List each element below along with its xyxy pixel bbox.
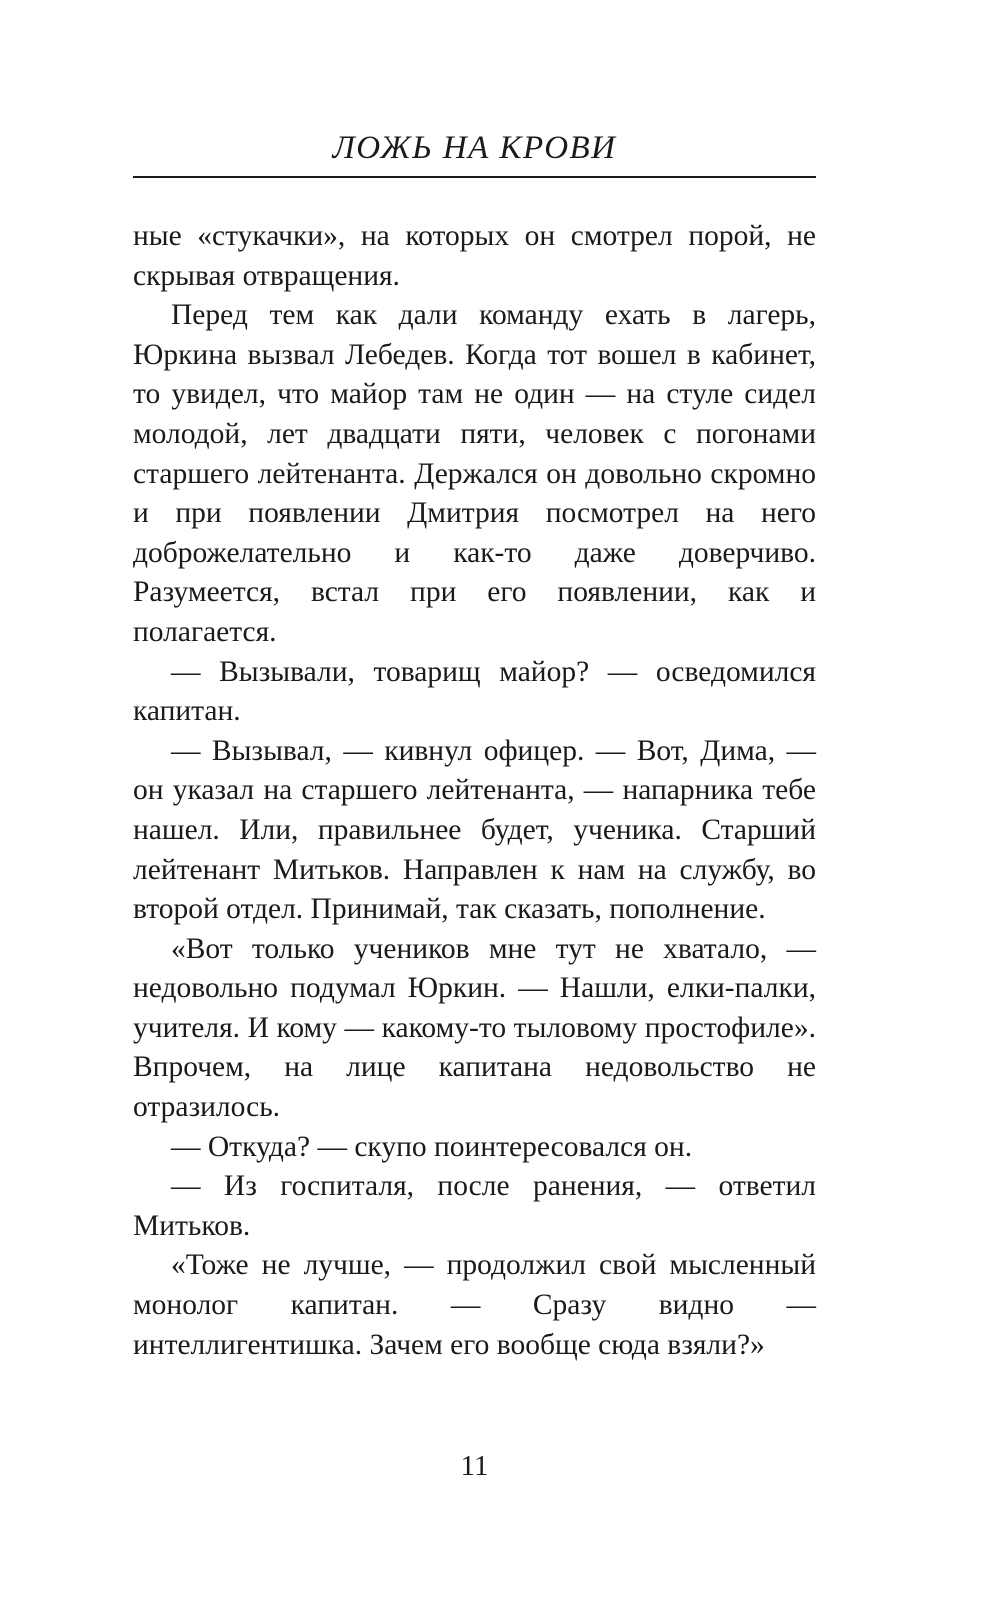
paragraph: ные «стукачки», на которых он смотрел порой, не скрывая отвращения.: [133, 220, 816, 292]
paragraph: — Из госпиталя, после ранения, — ответил Митьков.: [133, 1170, 816, 1242]
paragraph: — Вызывали, товарищ майор? — осведомился капитан.: [133, 655, 816, 728]
header-rule: [133, 176, 816, 178]
paragraph: «Тоже не лучше, — продолжил свой мысленный монолог капитан. — Сразу видно — интеллигентишка. Зачем его вообще сюда взяли?»: [133, 1249, 816, 1361]
paragraph: «Вот только учеников мне тут не хватало, — недовольно подумал Юркин. — Нашли, елки-палки, учителя. И кому — какому-то тыловому простофиле». Впрочем, на лице капитана недовольство не отразилось.: [133, 932, 816, 1124]
body-text: [133, 217, 816, 1365]
paragraph: — Откуда? — скупо поинтересовался он.: [171, 1130, 693, 1163]
page-number: 11: [460, 1450, 489, 1482]
running-head: ЛОЖЬ НА КРОВИ: [332, 130, 617, 166]
paragraph: Перед тем как дали команду ехать в лагерь, Юркина вызвал Лебедев. Когда тот вошел в кабинет, то увидел, что майор там не один — на стуле сидел молодой, лет двадцати пяти, человек с погонами старшего лейтенанта. Держался он довольно скромно и при появлении Дмитрия посмотрел на него доброжелательно и как-то даже доверчиво. Разумеется, встал при его появлении, как и полагается.: [133, 299, 816, 648]
paragraph: — Вызывал, — кивнул офицер. — Вот, Дима, — он указал на старшего лейтенанта, — напарника тебе нашел. Или, правильнее будет, ученика. Старший лейтенант Митьков. Направлен к нам на службу, во второй отдел. Принимай, так сказать, пополнение.: [133, 734, 816, 926]
